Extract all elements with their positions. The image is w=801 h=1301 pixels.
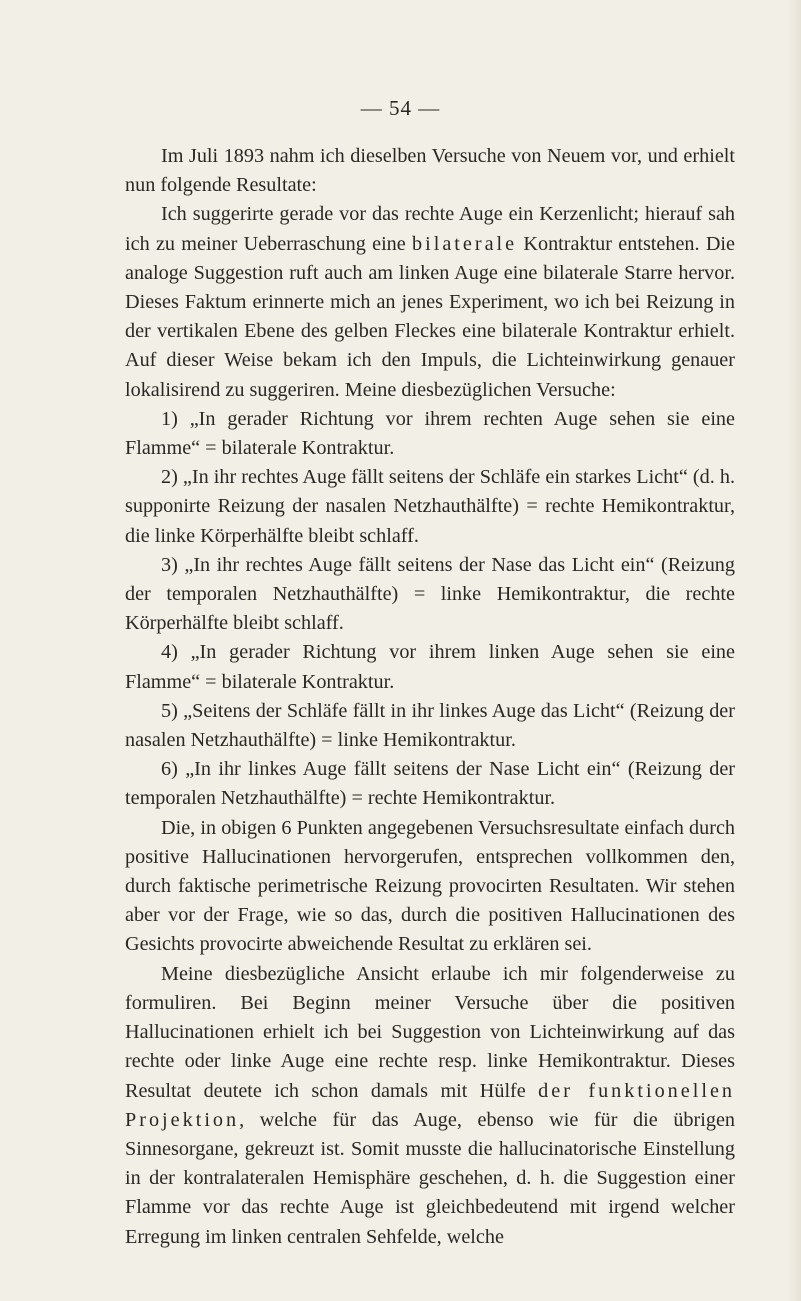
paragraph-p8 — [125, 755, 735, 813]
paragraph-p6 — [125, 638, 735, 696]
paragraph-text: Die, in obigen 6 Punkten angegebenen Versuchsresultate einfach durch positive Hallucinationen hervorgerufen, entsprechen vollkommen den, durch faktische perimetrische Reizung provocirten Resultaten. Wir stehen aber vor der Frage, wie so das, durch die positiven Hallucinationen des Gesichts provocirte abweichende Resultat zu erklären sei. — [125, 816, 735, 956]
paragraph-text: 2) „In ihr rechtes Auge fällt seitens der Schläfe ein starkes Licht“ (d. h. supponirte Reizung der nasalen Netzhauthälfte) = rechte Hemikontraktur, die linke Körperhälfte bleibt schlaff. — [125, 466, 735, 547]
page-number: — 54 — — [360, 96, 441, 120]
paragraph-p7 — [125, 697, 735, 755]
page-edge-shadow — [787, 0, 801, 1301]
body-text — [125, 142, 735, 1252]
paragraph-text: 3) „In ihr rechtes Auge fällt seitens der Nase das Licht ein“ (Reizung der temporalen Netzhauthälfte) = linke Hemikontraktur, die rechte Körperhälfte bleibt schlaff. — [125, 553, 735, 635]
paragraph-text: 6) „In ihr linkes Auge fällt seitens der Nase Licht ein“ (Reizung der temporalen Netzhauthälfte) = rechte Hemikontraktur. — [125, 758, 735, 810]
paragraph-p9 — [125, 814, 735, 960]
paragraph-p5 — [125, 551, 735, 639]
paragraph-text: , welche für das Auge, ebenso wie für die übrigen Sinnesorgane, gekreuzt ist. Somit musste die hallucinatorische Einstellung in der kontralateralen Hemisphäre geschehen, d. h. die Suggestion einer Flamme vor das rechte Auge ist gleichbedeutend mit irgend welcher Erregung im linken centralen Sehfelde, welche — [125, 1108, 735, 1248]
paragraph-p4 — [125, 463, 735, 551]
paragraph-p2 — [125, 200, 735, 404]
paragraph-p1 — [125, 142, 735, 200]
paragraph-text: 5) „Seitens der Schläfe fällt in ihr linkes Auge das Licht“ (Reizung der nasalen Netzhauthälfte) = linke Hemikontraktur. — [125, 699, 735, 752]
spaced-emphasis-text: bilaterale — [412, 232, 518, 255]
spaced-emphasis-text: der funktionellen Projektion — [125, 1079, 736, 1131]
paragraph-text: Im Juli 1893 nahm ich dieselben Versuche von Neuem vor, und erhielt nun folgende Resultate: — [125, 145, 735, 197]
paragraph-p3 — [125, 405, 735, 463]
paragraph-text: 1) „In gerader Richtung vor ihrem rechten Auge sehen sie eine Flamme“ = bilaterale Kontraktur. — [125, 407, 735, 460]
paragraph-text: Kontraktur entstehen. Die analoge Suggestion ruft auch am linken Auge eine bilaterale Starre hervor. Dieses Faktum erinnerte mich an jenes Experiment, wo ich bei Reizung in der vertikalen Ebene des gelben Fleckes eine bilaterale Kontraktur erhielt. Auf dieser Weise bekam ich den Impuls, die Lichteinwirkung genauer lokalisirend zu suggeriren. Meine diesbezüglichen Versuche: — [125, 232, 735, 401]
paragraph-p10 — [125, 960, 735, 1252]
paragraph-text: 4) „In gerader Richtung vor ihrem linken Auge sehen sie eine Flamme“ = bilaterale Kontraktur. — [125, 641, 735, 693]
paragraph-text: Meine diesbezügliche Ansicht erlaube ich mir folgenderweise zu formuliren. Bei Beginn meiner Versuche über die positiven Hallucinationen erhielt ich bei Suggestion von Lichteinwirkung auf das rechte oder linke Auge eine rechte resp. linke Hemikontraktur. Dieses Resultat deutete ich schon damals mit Hülfe — [125, 962, 735, 1102]
paragraph-text: Ich suggerirte gerade vor das rechte Auge ein Kerzenlicht; hierauf sah ich zu meiner Ueberraschung eine — [125, 203, 735, 255]
